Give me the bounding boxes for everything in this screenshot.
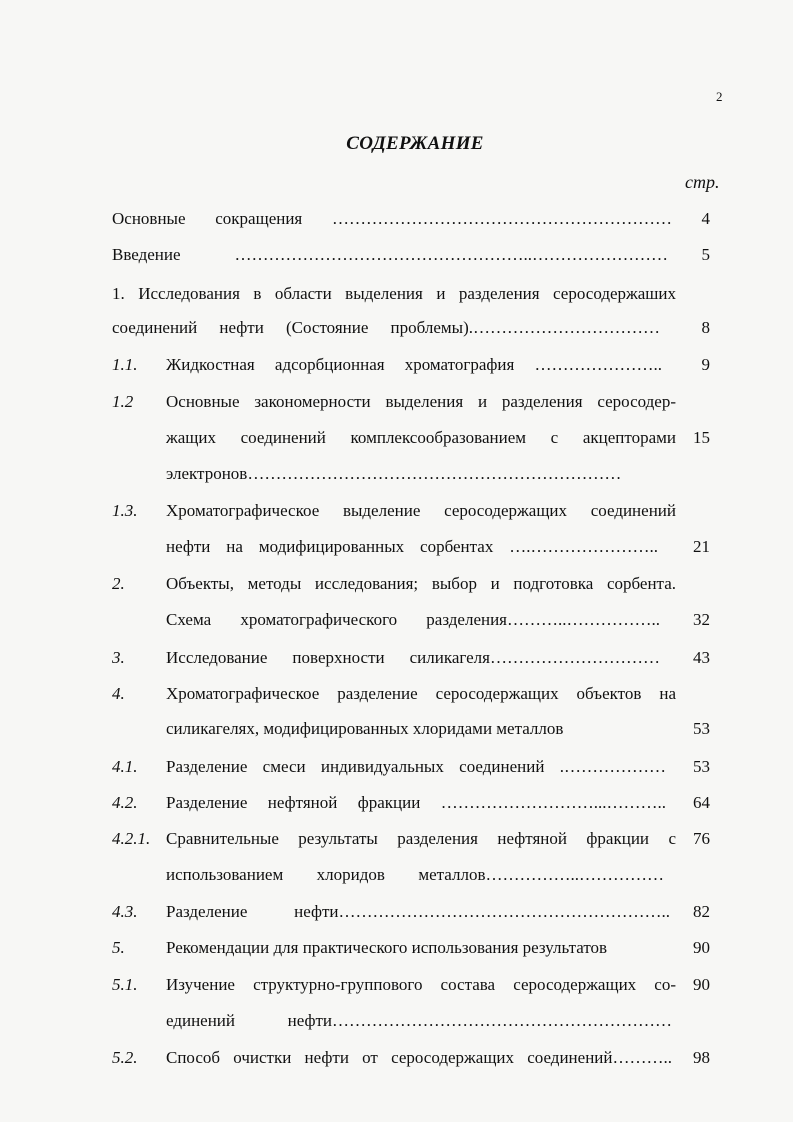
toc-entry-text: Хроматографическое выделение серосодержащих соединений (166, 501, 676, 520)
toc-entry-text: 1. Исследования в области выделения и разделения серосодержаших (112, 284, 676, 303)
toc-entry-text: Изучение структурно-группового состава серосодержащих со- (166, 975, 676, 994)
toc-entry-text: жащих соединений комплексообразованием с акцепторами (166, 428, 676, 447)
toc-entry-page: 15 (693, 428, 710, 447)
toc-entry-number: 5. (112, 938, 125, 957)
page-title: СОДЕРЖАНИЕ (346, 133, 484, 154)
toc-entry-text: Введение ……………………………………………..…………………… (112, 245, 668, 264)
toc-entry-page: 76 (693, 829, 710, 848)
toc-entry-text: Жидкостная адсорбционная хроматография ………………….. (166, 355, 662, 374)
toc-entry-text: Основные сокращения …………………………………………………… (112, 209, 672, 228)
toc-entry-text: Способ очистки нефти от серосодержащих соединений……….. (166, 1048, 672, 1067)
toc-entry-page: 82 (693, 902, 710, 921)
toc-entry-text: электронов………………………………………………………… (166, 464, 622, 483)
toc-entry-number: 1.2 (112, 392, 134, 411)
toc-entry-text: Хроматографическое разделение серосодержащих объектов на (166, 684, 676, 703)
toc-entry-text: единений нефти…………………………………………………… (166, 1011, 672, 1030)
toc-entry-number: 4.3. (112, 902, 138, 921)
toc-entry-number: 4.1. (112, 757, 138, 776)
toc-entry-page: 5 (701, 245, 710, 264)
toc-entry-text: Разделение смеси индивидуальных соединений .……………… (166, 757, 666, 776)
toc-entry-page: 9 (701, 355, 710, 374)
toc-entry-page: 90 (693, 938, 710, 957)
toc-entry-text: Объекты, методы исследования; выбор и подготовка сорбента. (166, 574, 676, 593)
toc-entry-number: 5.2. (112, 1048, 138, 1067)
toc-entry-page: 21 (693, 537, 710, 556)
toc-entry-text: использованием хлоридов металлов……………..…………… (166, 865, 664, 884)
toc-entry-text: Основные закономерности выделения и разделения серосодер- (166, 392, 676, 411)
toc-entry-number: 4. (112, 684, 125, 703)
toc-entry-page: 98 (693, 1048, 710, 1067)
toc-entry-text: Разделение нефтяной фракции ………………………...……….. (166, 793, 666, 812)
toc-entry-text: силикагелях, модифицированных хлоридами металлов (166, 719, 564, 738)
toc-entry-text: Схема хроматографического разделения………..…………….. (166, 610, 660, 629)
toc-entry-number: 4.2.1. (112, 829, 151, 848)
toc-entry-text: соединений нефти (Состояние проблемы).…………………………… (112, 318, 660, 337)
toc-entry-number: 1.3. (112, 501, 138, 520)
toc-entry-page: 90 (693, 975, 710, 994)
toc-entry-page: 32 (693, 610, 710, 629)
toc-entry-number: 5.1. (112, 975, 138, 994)
toc-entry-text: нефти на модифицированных сорбентах ….………………….. (166, 537, 658, 556)
toc-entry-page: 53 (693, 757, 710, 776)
page-number: 2 (716, 89, 723, 104)
toc-entry-text: Сравнительные результаты разделения нефтяной фракции с (166, 829, 676, 848)
toc-entry-number: 4.2. (112, 793, 138, 812)
page-column-header: стр. (685, 172, 720, 192)
toc-entry-text: Исследование поверхности силикагеля………………………… (166, 648, 660, 667)
toc-entry-page: 8 (701, 318, 710, 337)
toc-entry-number: 2. (112, 574, 125, 593)
toc-entry-number: 1.1. (112, 355, 138, 374)
toc-entry-page: 64 (693, 793, 710, 812)
toc-entry-page: 43 (693, 648, 710, 667)
toc-entry-page: 53 (693, 719, 710, 738)
toc-entry-page: 4 (701, 209, 710, 228)
toc-entry-number: 3. (112, 648, 125, 667)
toc-entry-text: Разделение нефти………………………………………………….. (166, 902, 670, 921)
toc-entry-text: Рекомендации для практического использования результатов (166, 938, 608, 957)
